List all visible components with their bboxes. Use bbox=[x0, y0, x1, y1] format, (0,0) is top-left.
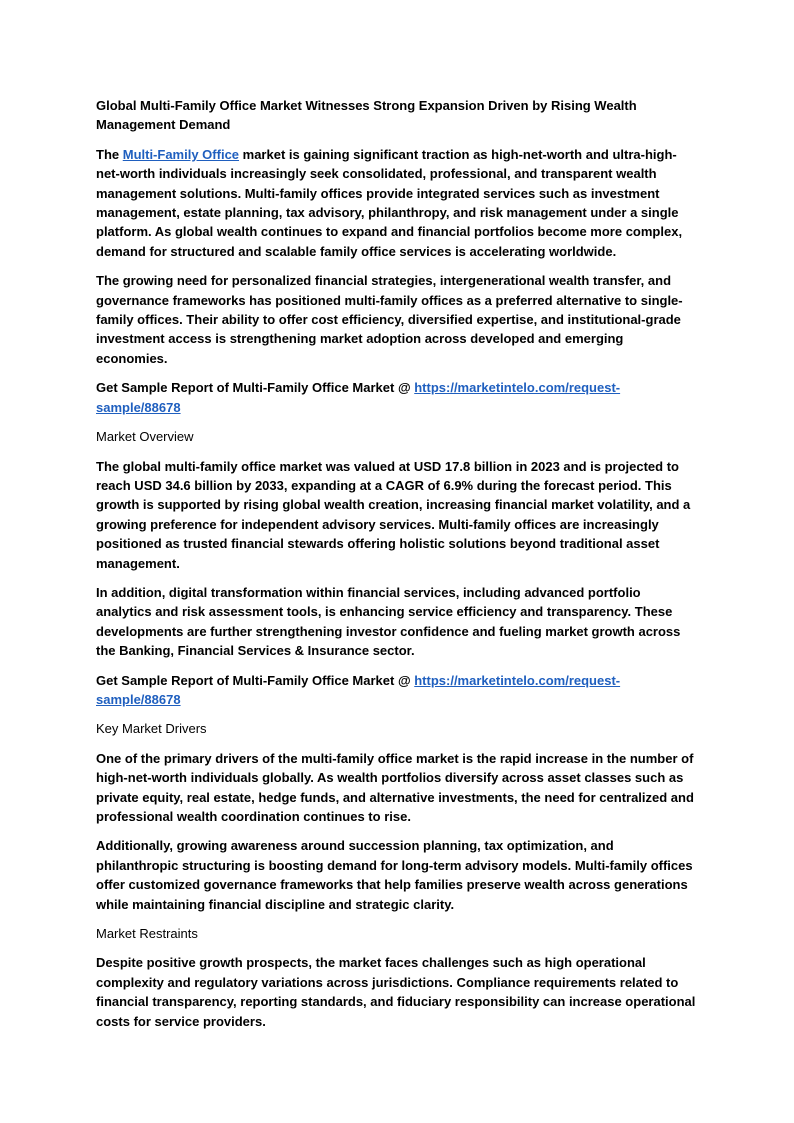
sample-report-line-1 bbox=[96, 378, 696, 417]
section-heading-market-overview: Market Overview bbox=[96, 429, 194, 445]
sample-report-line-2 bbox=[96, 671, 696, 710]
sample-report-label: Get Sample Report of Multi-Family Office Market @ bbox=[96, 380, 415, 396]
intro-body: market is gaining significant traction as high-net-worth and ultra-high-net-worth individuals increasingly seek consolidated, professional, and transparent wealth management solutions. Multi-family offices provide integrated services such as investment management, estate planning, tax advisory, philanthropy, and risk management under a single platform. As global wealth continues to expand and financial portfolios become more complex, demand for structured and scalable family office services is accelerating worldwide. bbox=[96, 146, 683, 259]
overview-paragraph-digital: In addition, digital transformation within financial services, including advanced portfolio analytics and risk assessment tools, is enhancing service efficiency and transparency. These developments are further strengthening investor confidence and fueling market growth across the Banking, Financial Services & Insurance sector. bbox=[96, 584, 681, 659]
section-heading-key-drivers: Key Market Drivers bbox=[96, 721, 207, 737]
paragraph-personalized-strategies: The growing need for personalized financial strategies, intergenerational wealth transfer, and governance frameworks has positioned multi-family offices as a preferred alternative to single-family offices. Their ability to offer cost efficiency, diversified expertise, and institutional-grade investment access is strengthening market adoption across developed and emerging economies. bbox=[96, 273, 683, 366]
intro-paragraph bbox=[96, 145, 696, 261]
multi-family-office-link[interactable]: Multi-Family Office bbox=[122, 146, 240, 162]
sample-report-label: Get Sample Report of Multi-Family Office Market @ bbox=[96, 672, 415, 688]
sample-report-link[interactable]: https://marketintelo.com/request-sample/88678 bbox=[96, 672, 621, 707]
drivers-paragraph-hnwi: One of the primary drivers of the multi-family office market is the rapid increase in the number of high-net-worth individuals globally. As wealth portfolios diversify across asset classes such as private equity, real estate, hedge funds, and alternative investments, the need for centralized and professional wealth coordination continues to rise. bbox=[96, 750, 694, 824]
restraints-paragraph: Despite positive growth prospects, the market faces challenges such as high operational complexity and regulatory variations across jurisdictions. Compliance requirements related to financial transparency, reporting standards, and fiduciary responsibility can increase operational costs for service providers. bbox=[96, 955, 696, 1029]
document-page bbox=[96, 96, 696, 1041]
intro-prefix: The bbox=[96, 146, 123, 162]
sample-report-link[interactable]: https://marketintelo.com/request-sample/88678 bbox=[96, 380, 621, 415]
overview-paragraph-valuation: The global multi-family office market was valued at USD 17.8 billion in 2023 and is projected to reach USD 34.6 billion by 2033, expanding at a CAGR of 6.9% during the forecast period. This growth is supported by rising global wealth creation, increasing financial market volatility, and a growing preference for independent advisory services. Multi-family offices are increasingly positioned as trusted financial stewards offering holistic solutions beyond traditional asset management. bbox=[96, 458, 691, 571]
document-title: Global Multi-Family Office Market Witnesses Strong Expansion Driven by Rising Wealth Management Demand bbox=[96, 98, 637, 133]
drivers-paragraph-succession: Additionally, growing awareness around succession planning, tax optimization, and philanthropic structuring is boosting demand for long-term advisory models. Multi-family offices offer customized governance frameworks that help families preserve wealth across generations while maintaining financial discipline and strategic clarity. bbox=[96, 838, 693, 912]
section-heading-restraints: Market Restraints bbox=[96, 926, 198, 942]
